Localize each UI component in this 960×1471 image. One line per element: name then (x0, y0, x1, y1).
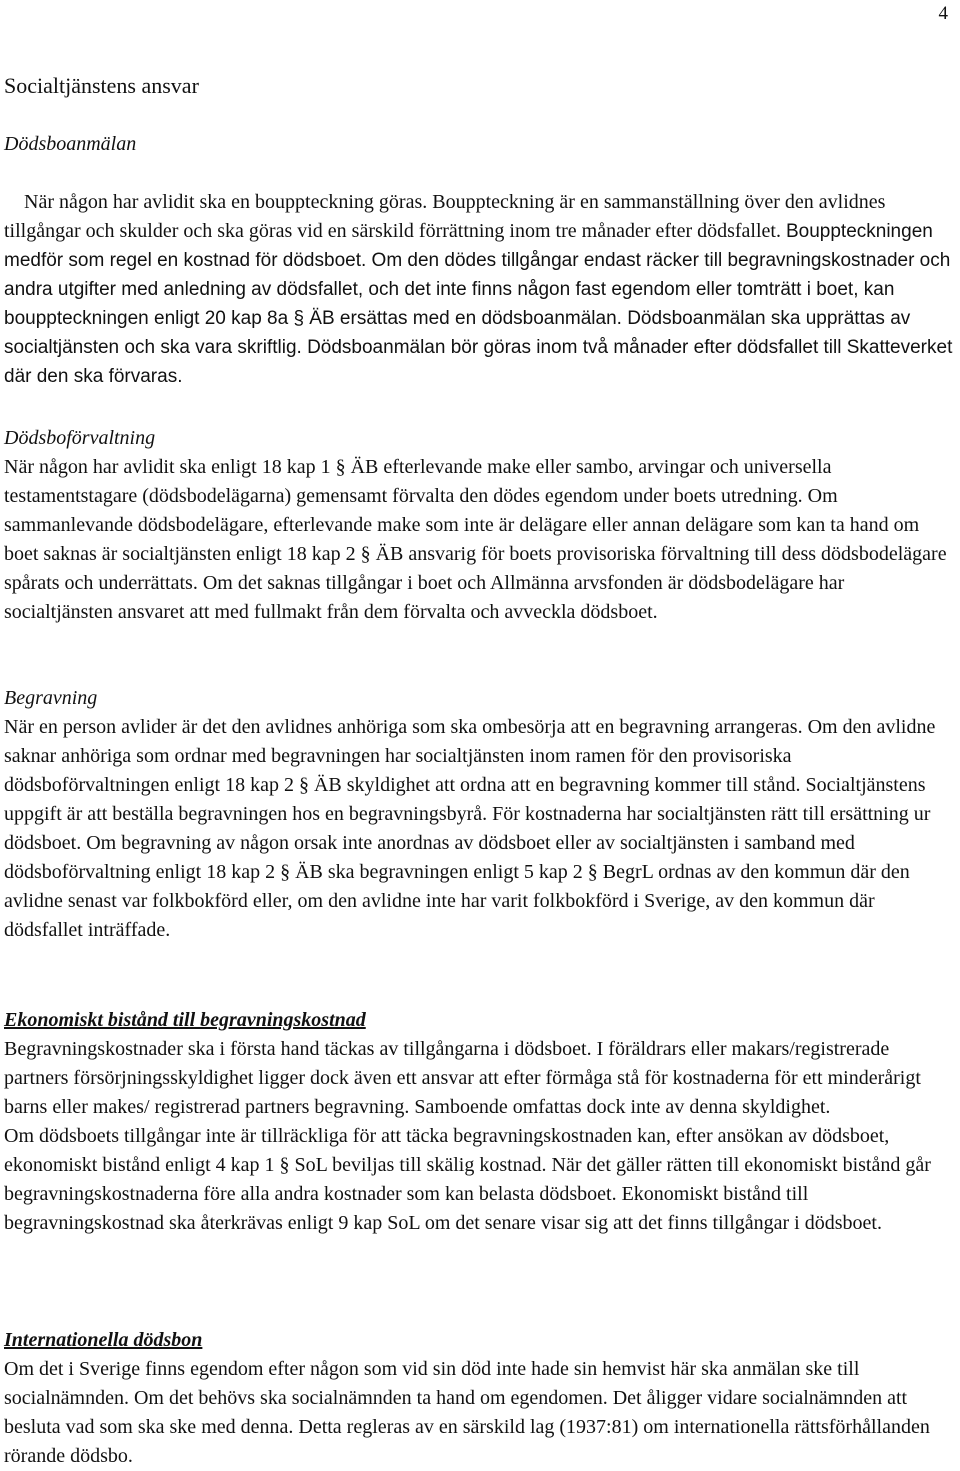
section-paragraph: Om det i Sverige finns egendom efter någon som vid sin död inte hade sin hemvist här ska anmälan ske till socialnämnden. Om det behövs ska socialnämnden ta hand om egendomen. Det åligger vidare socialnämnden att besluta vad som ska ske med denna. Detta regleras av en särskild lag (1937:81) om internationella rättsförhållanden rörande dödsbo. (4, 1358, 935, 1467)
section-internationella-dodsbon (4, 1326, 956, 1471)
section-paragraph: När en person avlider är det den avlidnes anhöriga som ska ombesörja att en begravning arrangeras. Om den avlidne saknar anhöriga som ordnar med begravningen har socialtjänsten inom ramen för den provisoriska dödsboförvaltningen enligt 18 kap 2 § ÄB skyldighet att ordna att en begravning kommer till stånd. Socialtjänstens uppgift är att beställa begravningen hos en begravningsbyrå. För kostnaderna har socialtjänsten rätt till ersättning ur dödsboet. Om begravning av någon orsak inte anordnas av dödsboet eller av socialtjänsten i samband med dödsboförvaltning enligt 18 kap 2 § ÄB ska begravningen enligt 5 kap 2 § BegrL ordnas av den kommun där den avlidne senast var folkbokförd eller, om den avlidne inte har varit folkbokförd i Sverige, av den kommun där dödsfallet inträffade. (4, 716, 941, 941)
section-heading: Internationella dödsbon (4, 1329, 203, 1351)
section-heading: Dödsboförvaltning (4, 427, 156, 449)
paragraph-text: När någon har avlidit ska en bouppteckning göras. Bouppteckning är en sammanställning över den avlidnes tillgångar och skulder och ska göras vid en särskild förrättning inom tre månader efter dödsfallet. (4, 191, 891, 242)
section-paragraph: Om dödsboets tillgångar inte är tillräckliga för att täcka begravningskostnaden kan, efter ansökan av dödsboet, ekonomiskt bistånd enligt 4 kap 1 § SoL beviljas till skälig kostnad. När det gäller rätten till ekonomiskt bistånd går begravningskostnaderna före alla andra kostnader som kan belasta dödsboet. Ekonomiskt bistånd till begravningskostnad ska återkrävas enligt 9 kap SoL om det senare visar sig att det finns tillgångar i dödsboet. (4, 1125, 936, 1234)
section-heading: Ekonomiskt bistånd till begravningskostnad (4, 1009, 366, 1031)
section-paragraph (4, 159, 956, 420)
page-number: 4 (938, 3, 948, 24)
paragraph-text-sans: Bouppteckningen medför som regel en kostnad för dödsboet. Om den dödes tillgångar endast räcker till begravningskostnader och andra utgifter med anledning av dödsfallet, och det inte finns någon fast egendom eller tomträtt i boet, kan bouppteckningen enligt 20 kap 8a § ÄB ersättas med en dödsboanmälan. Dödsboanmälan ska upprättas av socialtjänsten och ska vara skriftlig. Dödsboanmälan bör göras inom två månader efter dödsfallet till Skatteverket där den ska förvaras. (4, 221, 958, 387)
section-heading: Dödsboanmälan (4, 133, 137, 155)
section-dodsboanmalan (4, 130, 956, 420)
section-dodsboforvaltning (4, 424, 956, 627)
section-paragraph: Begravningskostnader ska i första hand täckas av tillgångarna i dödsboet. I föräldrars eller makars/registrerade partners försörjningsskyldighet ligger dock även ett ansvar att efter förmåga stå för kostnaderna för ett minderårigt barns eller makes/ registrerad partners begravning. Samboende omfattas dock inte av denna skyldighet. (4, 1038, 926, 1118)
section-heading: Begravning (4, 687, 98, 709)
section-paragraph: När någon har avlidit ska enligt 18 kap 1 § ÄB efterlevande make eller sambo, arvingar och universella testamentstagare (dödsbodelägarna) gemensamt förvalta den dödes egendom under boets utredning. Om sammanlevande dödsbodelägare, efterlevande make som inte är delägare eller annan delägare som kan ta hand om boet saknas är socialtjänsten enligt 18 kap 2 § ÄB ansvarig för boets provisoriska förvaltning till dess dödsbodelägare spårats och underrättats. Om det saknas tillgångar i boet och Allmänna arvsfonden är dödsbodelägare har socialtjänsten ansvaret att med fullmakt från dem förvalta och avveckla dödsboet. (4, 456, 952, 623)
page-title: Socialtjänstens ansvar (4, 73, 199, 98)
section-ekonomiskt-bistand (4, 1006, 956, 1238)
section-begravning (4, 684, 956, 945)
